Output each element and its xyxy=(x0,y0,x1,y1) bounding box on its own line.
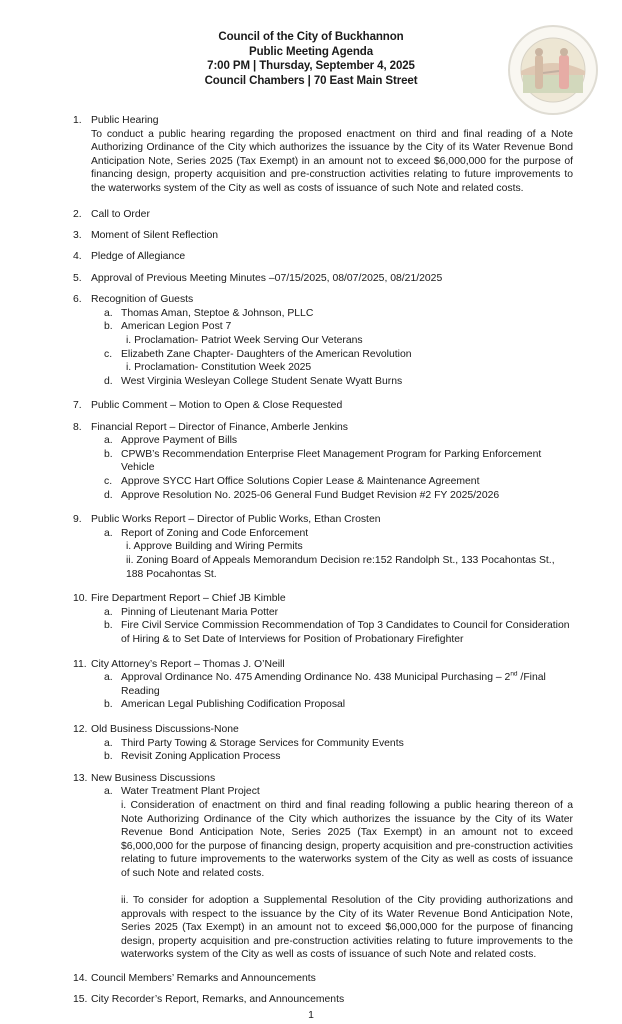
item-title: Public Comment – Motion to Open & Close Requested xyxy=(91,400,343,412)
sub-item xyxy=(91,619,573,646)
city-seal-icon xyxy=(503,23,603,118)
agenda-item xyxy=(73,972,573,986)
agenda-item xyxy=(73,772,573,962)
item-title: Approval of Previous Meeting Minutes –07/15/2025, 08/07/2025, 08/21/2025 xyxy=(91,272,443,284)
sub-item-letter: b. xyxy=(104,448,113,460)
item-number: 1. xyxy=(73,115,82,126)
sub-item-text: Approve Payment of Bills xyxy=(121,435,238,447)
agenda-item xyxy=(73,272,573,286)
item-number: 10. xyxy=(73,593,88,605)
sub-item-text: Fire Civil Service Commission Recommendation of Top 3 Candidates to Council for Consideration of Hiring & to Set Date of Interviews for Position of Probationary Firefighter xyxy=(121,620,570,645)
sub-item-text-before: Approval Ordinance No. 475 Amending Ordinance No. 438 Municipal Purchasing – 2 xyxy=(121,672,511,684)
agenda-item xyxy=(73,229,573,243)
sub-item-text: Pinning of Lieutenant Maria Potter xyxy=(121,606,279,618)
sub-item-letter: a. xyxy=(104,786,113,798)
agenda-item xyxy=(73,658,573,712)
sub-item-text: Third Party Towing & Storage Services for Community Events xyxy=(121,737,404,749)
item-number: 6. xyxy=(73,294,82,306)
agenda-item xyxy=(73,592,573,646)
item-number: 7. xyxy=(73,400,82,412)
agenda-list xyxy=(73,114,573,1007)
roman-sub-item: i. Proclamation- Constitution Week 2025 xyxy=(126,362,312,374)
item-number: 13. xyxy=(73,772,88,784)
sub-item-letter: c. xyxy=(104,348,113,360)
sub-item-text: CPWB’s Recommendation Enterprise Fleet Management Program for Parking Enforcement Vehicle xyxy=(121,448,542,474)
page-number: 1 xyxy=(308,1010,314,1022)
sub-item-letter: d. xyxy=(104,489,113,501)
item-number: 12. xyxy=(73,723,88,735)
sub-item-letter: c. xyxy=(104,476,113,488)
agenda-item xyxy=(73,250,573,264)
agenda-item xyxy=(73,421,573,503)
agenda-item xyxy=(73,114,573,196)
sub-item-text: American Legal Publishing Codification Proposal xyxy=(121,699,346,711)
meeting-datetime: 7:00 PM | Thursday, September 4, 2025 xyxy=(207,60,415,72)
sub-item xyxy=(91,475,573,489)
item-number: 5. xyxy=(73,272,82,284)
sub-item xyxy=(91,348,573,362)
item-number: 3. xyxy=(73,229,82,241)
paragraph-gap xyxy=(91,880,573,894)
sub-item-text: Water Treatment Plant Project xyxy=(121,786,260,798)
roman-sub-item: i. Proclamation- Patriot Week Serving Our Veterans xyxy=(126,334,363,346)
item-title: Call to Order xyxy=(91,208,150,220)
item-title: City Attorney’s Report – Thomas J. O’Neill xyxy=(91,658,285,670)
item-number: 2. xyxy=(73,208,82,220)
sub-item-text: Elizabeth Zane Chapter- Daughters of the American Revolution xyxy=(121,348,412,360)
item-number: 14. xyxy=(73,973,88,985)
sub-item-text: Approve SYCC Hart Office Solutions Copier Lease & Maintenance Agreement xyxy=(121,476,480,488)
sub-item-letter: a. xyxy=(104,606,113,618)
sub-paragraph: ii. To consider for adoption a Supplemental Resolution of the City providing authorizations and approvals with respect to the issuance by the City of its Water Revenue Bond Anticipation Note, Series 2025 (Tax Exempt) in an amount not to exceed $6,000,000 for the purpose of financing design, property acquisition and pre-construction activities relating to future improvements to the waterworks system of the City as well as costs of issuance of such Note and related costs. xyxy=(121,895,573,961)
sub-item-text xyxy=(121,671,573,698)
sub-item-letter: b. xyxy=(104,699,113,711)
item-title: Financial Report – Director of Finance, Amberle Jenkins xyxy=(91,421,348,433)
item-number: 4. xyxy=(73,251,82,263)
sub-item xyxy=(91,785,573,799)
item-title: New Business Discussions xyxy=(91,772,216,784)
sub-item-text: American Legion Post 7 xyxy=(121,321,232,333)
document-title: Public Meeting Agenda xyxy=(249,45,373,58)
item-title: Pledge of Allegiance xyxy=(91,251,186,263)
item-number: 11. xyxy=(73,658,87,670)
item-description: To conduct a public hearing regarding the proposed enactment on third and final reading of a Note Authorizing Ordinance of the City which authorizes the issuance by the City of its Water Revenue Bond Anticipation Note, Series 2025 (Tax Exempt) in an amount not to exceed $6,000,000 for the purpose of financing design, property acquisition and pre-construction activities relating to future improvements to the waterworks system of the City as well as costs of issuance of such Note and related costs. xyxy=(91,128,573,194)
sub-item xyxy=(91,375,573,389)
sub-item xyxy=(91,527,573,541)
roman-sub-item: i. Approve Building and Wiring Permits xyxy=(126,541,303,553)
sub-item-text: West Virginia Wesleyan College Student Senate Wyatt Burns xyxy=(121,375,403,387)
sub-item-text: Revisit Zoning Application Process xyxy=(121,751,281,763)
sub-item xyxy=(91,750,573,764)
sub-item-letter: a. xyxy=(104,672,113,684)
agenda-item xyxy=(73,723,573,764)
item-title: Public Hearing xyxy=(91,115,159,126)
sub-item-letter: a. xyxy=(104,527,113,539)
sub-item-letter: b. xyxy=(104,751,113,763)
item-title: Moment of Silent Reflection xyxy=(91,229,219,241)
roman-sub-item: ii. Zoning Board of Appeals Memorandum Decision re:152 Randolph St., 133 Pocahontas St., 188 Pocahontas St. xyxy=(126,555,555,580)
sub-item-letter: d. xyxy=(104,375,113,387)
sub-item-text: Approve Resolution No. 2025-06 General Fund Budget Revision #2 FY 2025/2026 xyxy=(121,489,500,501)
sub-item xyxy=(91,307,573,321)
sub-item xyxy=(91,737,573,751)
sub-item-letter: a. xyxy=(104,737,113,749)
agenda-item xyxy=(73,293,573,388)
sub-item-text: Thomas Aman, Steptoe & Johnson, PLLC xyxy=(121,307,314,319)
sub-item xyxy=(91,489,573,503)
meeting-location: Council Chambers | 70 East Main Street xyxy=(204,74,418,87)
item-title: Public Works Report – Director of Public Works, Ethan Crosten xyxy=(91,514,381,526)
agenda-item xyxy=(73,208,573,222)
sub-item xyxy=(91,448,573,475)
item-title: Fire Department Report – Chief JB Kimble xyxy=(91,593,286,605)
item-title: Old Business Discussions-None xyxy=(91,723,239,735)
sub-item xyxy=(91,434,573,448)
sub-item xyxy=(91,698,573,712)
item-title: Council Members’ Remarks and Announcements xyxy=(91,973,316,985)
sub-item-letter: a. xyxy=(104,435,113,447)
sub-item xyxy=(91,671,573,698)
item-number: 9. xyxy=(73,514,82,526)
sub-paragraph: i. Consideration of enactment on third and final reading following a public hearing thereon of a Note Authorizing Ordinance of the City which authorizes the issuance by the City of its Water Revenue Bond Anticipation Note, Series 2025 (Tax Exempt) in an amount not to exceed $6,000,000 for the purpose of financing design, property acquisition and pre-construction activities relating to future improvements to the waterworks system of the City as well as costs of issuance of such Note and related costs. xyxy=(121,799,573,879)
agenda-item xyxy=(73,513,573,581)
sub-item-text-after: /Final Reading xyxy=(121,672,546,697)
agenda-item xyxy=(73,993,573,1007)
item-number: 15. xyxy=(73,994,88,1006)
ordinal-suffix: nd xyxy=(510,670,518,678)
sub-item-letter: b. xyxy=(104,321,113,333)
item-title: City Recorder’s Report, Remarks, and Announcements xyxy=(91,994,345,1006)
sub-item-letter: b. xyxy=(104,620,113,632)
item-title: Recognition of Guests xyxy=(91,294,194,306)
item-number: 8. xyxy=(73,421,82,433)
agenda-item xyxy=(73,399,573,413)
sub-item-text: Report of Zoning and Code Enforcement xyxy=(121,527,309,539)
sub-item xyxy=(91,320,573,334)
sub-item-letter: a. xyxy=(104,307,113,319)
sub-item xyxy=(91,606,573,620)
org-name: Council of the City of Buckhannon xyxy=(218,31,404,43)
